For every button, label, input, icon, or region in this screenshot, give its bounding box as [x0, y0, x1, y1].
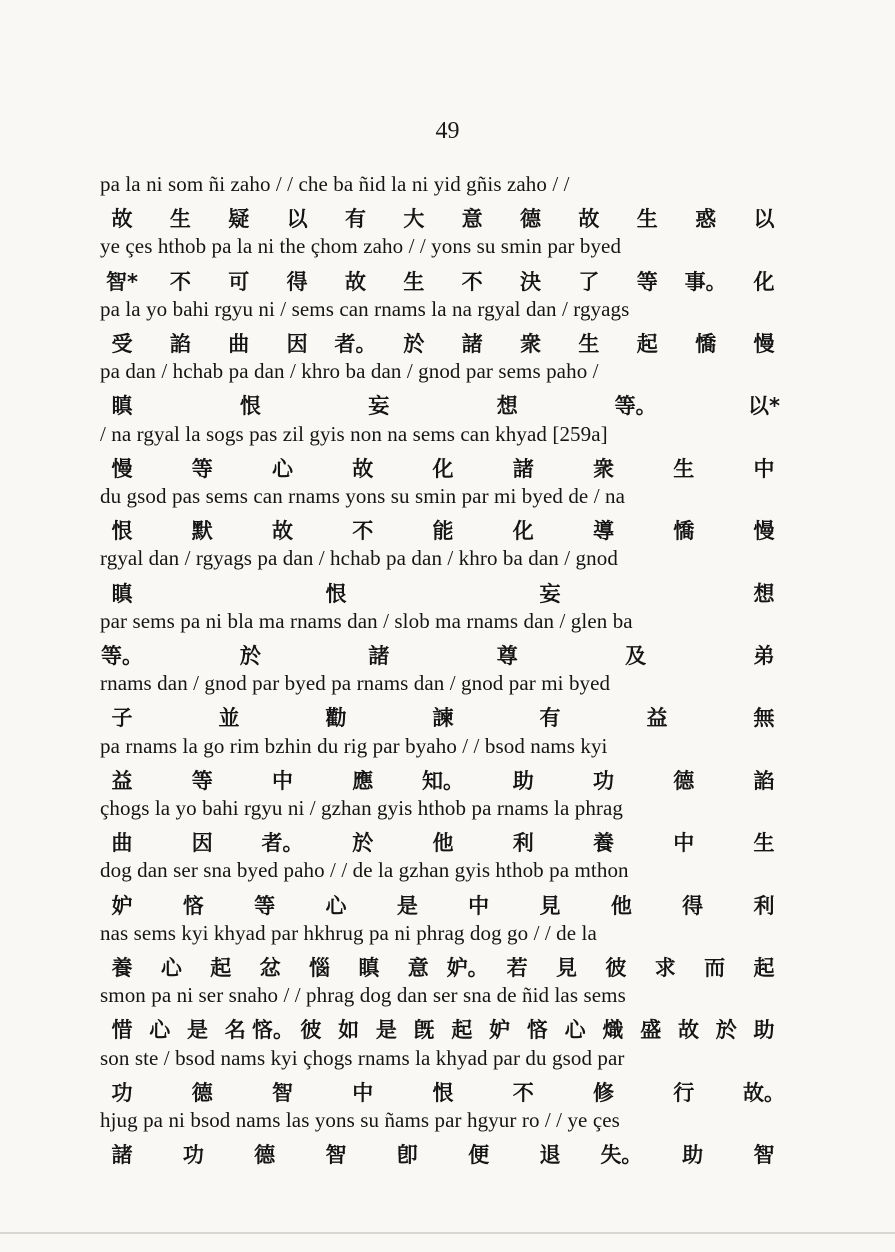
chinese-char: 盛 — [640, 1018, 662, 1043]
chinese-char: 應 — [352, 768, 374, 793]
chinese-char: 不 — [352, 519, 374, 544]
transliteration-line: son ste / bsod nams kyi çhogs rnams la khyad par du gsod par — [100, 1045, 625, 1070]
chinese-char: 想 — [753, 581, 775, 606]
chinese-char: 中 — [272, 768, 293, 793]
chinese-char: 子 — [111, 706, 133, 731]
chinese-char: 功 — [182, 1143, 204, 1168]
chinese-char: 若 — [506, 956, 528, 980]
chinese-char: 可 — [228, 269, 250, 294]
transliteration-line: pa la ni som ñi zaho / / che ba ñid la ni yid gñis zaho / / — [100, 172, 570, 196]
chinese-char: 諂 — [169, 332, 191, 356]
chinese-char: 退 — [539, 1143, 561, 1168]
chinese-char: 生 — [578, 332, 600, 356]
transliteration-line: smon pa ni ser snaho / / phrag dog dan ser sna de ñid las sems — [100, 983, 626, 1008]
chinese-char: 養 — [111, 956, 133, 980]
chinese-char: 故 — [677, 1018, 699, 1043]
chinese-char: 起 — [451, 1018, 473, 1043]
chinese-char: 於 — [403, 332, 425, 356]
chinese-char: 中 — [352, 1080, 374, 1105]
transliteration-line: pa rnams la go rim bzhin du rig par byaho / / bsod nams kyi — [100, 733, 608, 758]
chinese-char: 於 — [715, 1018, 737, 1043]
chinese-char: 勸 — [325, 706, 347, 731]
chinese-char: 利 — [512, 831, 534, 856]
chinese-char: 妄 — [368, 394, 390, 419]
chinese-line — [100, 640, 775, 670]
chinese-char: 起 — [753, 956, 775, 980]
chinese-char: 瞋 — [111, 581, 133, 606]
chinese-char: 他 — [432, 831, 454, 856]
chinese-char: 智 — [272, 1080, 293, 1105]
chinese-char: 惱 — [309, 956, 331, 980]
chinese-char: 故 — [111, 207, 133, 232]
chinese-char: 事。 — [684, 269, 727, 294]
chinese-char: 名 — [224, 1018, 246, 1043]
chinese-char: 起 — [636, 332, 658, 356]
chinese-char: 妒。 — [446, 956, 489, 980]
chinese-char: 得 — [286, 269, 308, 294]
chinese-char: 化 — [512, 519, 534, 544]
chinese-char: 見 — [539, 893, 561, 918]
chinese-char: 便 — [468, 1143, 490, 1168]
chinese-char: 德 — [520, 207, 542, 232]
transliteration-line: rgyal dan / rgyags pa dan / hchab pa dan / khro ba dan / gnod — [100, 546, 618, 571]
chinese-char: 利 — [753, 893, 775, 918]
chinese-char: 悋。 — [252, 1018, 295, 1043]
chinese-char: 無 — [753, 706, 775, 731]
chinese-line — [100, 578, 775, 608]
chinese-line — [100, 1014, 775, 1044]
chinese-char: 故 — [352, 456, 374, 481]
chinese-char: 中 — [753, 456, 775, 481]
chinese-char: 功 — [111, 1080, 133, 1105]
chinese-char: 求 — [654, 956, 676, 980]
chinese-char: 修 — [593, 1080, 614, 1105]
chinese-char: 有 — [539, 706, 561, 731]
chinese-char: 恨 — [325, 581, 347, 606]
chinese-char: 以* — [748, 394, 780, 419]
chinese-char: 意 — [461, 207, 483, 232]
page-number: 49 — [435, 118, 460, 144]
chinese-char: 恨 — [432, 1080, 454, 1105]
chinese-line — [100, 952, 775, 982]
chinese-line — [100, 702, 775, 732]
chinese-char: 悋 — [526, 1018, 548, 1043]
chinese-char: 等。 — [101, 644, 143, 668]
transliteration-line: pa dan / hchab pa dan / khro ba dan / gnod par sems paho / — [100, 359, 599, 384]
chinese-char: 生 — [636, 207, 658, 232]
chinese-char: 衆 — [520, 332, 542, 356]
chinese-char: 以 — [286, 207, 308, 232]
chinese-char: 因 — [286, 332, 308, 356]
chinese-char: 有 — [344, 207, 366, 232]
transliteration-line: pa la yo bahi rgyu ni / sems can rnams la na rgyal dan / rgyags — [100, 296, 630, 321]
chinese-line — [100, 765, 775, 795]
chinese-char: 卽 — [396, 1143, 418, 1168]
chinese-char: 能 — [432, 519, 454, 544]
chinese-char: 慢 — [753, 332, 775, 356]
chinese-line — [100, 890, 775, 920]
chinese-line — [100, 390, 780, 420]
chinese-char: 智* — [106, 269, 138, 294]
chinese-char: 諸 — [111, 1143, 133, 1168]
chinese-char: 如 — [338, 1018, 360, 1043]
chinese-char: 不 — [512, 1080, 534, 1105]
chinese-line — [100, 453, 775, 483]
chinese-char: 惜 — [111, 1018, 133, 1043]
chinese-char: 助 — [682, 1143, 704, 1168]
chinese-char: 見 — [555, 956, 577, 980]
chinese-char: 大 — [403, 207, 425, 232]
chinese-line — [100, 515, 775, 545]
chinese-char: 諸 — [368, 644, 390, 668]
transliteration-line: rnams dan / gnod par byed pa rnams dan / gnod par mi byed — [100, 671, 611, 696]
chinese-char: 化 — [432, 456, 454, 481]
chinese-char: 故。 — [743, 1080, 785, 1105]
chinese-char: 得 — [682, 893, 704, 918]
chinese-char: 心 — [160, 956, 182, 980]
chinese-char: 故 — [344, 269, 366, 294]
chinese-char: 諸 — [512, 456, 534, 481]
chinese-char: 因 — [191, 831, 213, 856]
transliteration-line: du gsod pas sems can rnams yons su smin par mi byed de / na — [100, 484, 625, 508]
chinese-char: 意 — [407, 956, 429, 980]
chinese-char: 生 — [403, 269, 425, 294]
transliteration-line: dog dan ser sna byed paho / / de la gzhan gyis hthob pa mthon — [100, 858, 629, 883]
transliteration-line: çhogs la yo bahi rgyu ni / gzhan gyis hthob pa rnams la phrag — [100, 796, 624, 820]
chinese-char: 等 — [636, 269, 658, 294]
chinese-char: 者。 — [261, 831, 304, 856]
chinese-char: 曲 — [228, 332, 250, 356]
chinese-char: 他 — [610, 893, 632, 918]
chinese-line — [100, 1077, 785, 1107]
transliteration-line: nas sems kyi khyad par hkhrug pa ni phrag dog go / / de la — [100, 920, 597, 945]
chinese-char: 旣 — [413, 1018, 435, 1043]
chinese-char: 中 — [673, 831, 695, 856]
chinese-char: 以 — [753, 207, 775, 232]
chinese-char: 等 — [254, 893, 276, 918]
chinese-char: 助 — [753, 1018, 775, 1043]
chinese-char: 慢 — [753, 519, 775, 544]
chinese-char: 諫 — [432, 706, 454, 731]
chinese-char: 等 — [191, 768, 213, 793]
chinese-char: 而 — [704, 956, 726, 980]
chinese-char: 及 — [625, 644, 647, 668]
chinese-char: 曲 — [111, 831, 133, 856]
transliteration-line: par sems pa ni bla ma rnams dan / slob ma rnams dan / glen ba — [100, 608, 633, 633]
chinese-line — [100, 203, 775, 233]
bottom-edge — [0, 1232, 895, 1234]
chinese-char: 妒 — [111, 893, 133, 918]
transliteration-line: hjug pa ni bsod nams las yons su ñams par hgyur ro / / ye çes — [100, 1108, 620, 1132]
chinese-char: 起 — [210, 956, 232, 980]
chinese-char: 智 — [753, 1143, 775, 1168]
chinese-char: 益 — [111, 768, 133, 793]
chinese-char: 益 — [646, 706, 668, 731]
chinese-char: 中 — [468, 893, 490, 918]
chinese-line — [100, 266, 775, 296]
chinese-char: 生 — [673, 456, 695, 481]
chinese-char: 彼 — [605, 956, 627, 980]
chinese-char: 故 — [272, 519, 293, 544]
chinese-char: 想 — [496, 394, 518, 419]
chinese-char: 妄 — [539, 581, 561, 606]
chinese-char: 心 — [564, 1018, 586, 1043]
chinese-char: 憍 — [695, 332, 717, 356]
chinese-char: 德 — [254, 1143, 276, 1168]
chinese-char: 忿 — [259, 956, 281, 980]
chinese-char: 悋 — [182, 893, 204, 918]
chinese-char: 智 — [325, 1143, 347, 1168]
chinese-char: 並 — [218, 706, 240, 731]
chinese-char: 衆 — [593, 456, 614, 481]
chinese-char: 惑 — [695, 207, 717, 232]
chinese-char: 於 — [239, 644, 261, 668]
chinese-char: 疑 — [228, 207, 250, 232]
chinese-char: 不 — [461, 269, 483, 294]
chinese-char: 受 — [111, 332, 133, 356]
transliteration-line: / na rgyal la sogs pas zil gyis non na sems can khyad [259a] — [100, 421, 608, 446]
chinese-char: 失。 — [600, 1143, 643, 1168]
chinese-char: 不 — [169, 269, 191, 294]
chinese-char: 功 — [593, 768, 614, 793]
chinese-char: 心 — [272, 456, 293, 481]
chinese-char: 瞋 — [358, 956, 380, 980]
chinese-char: 助 — [512, 768, 534, 793]
chinese-char: 尊 — [496, 644, 518, 668]
chinese-line — [100, 1139, 775, 1169]
chinese-char: 等。 — [614, 394, 657, 419]
chinese-char: 諸 — [461, 332, 483, 356]
chinese-char: 等 — [191, 456, 213, 481]
chinese-char: 德 — [191, 1080, 213, 1105]
chinese-char: 心 — [325, 893, 347, 918]
chinese-char: 慢 — [111, 456, 133, 481]
chinese-char: 知。 — [422, 768, 464, 793]
transliteration-line: ye çes hthob pa la ni the çhom zaho / / yons su smin par byed — [100, 234, 622, 259]
chinese-char: 彼 — [300, 1018, 322, 1043]
chinese-char: 生 — [753, 831, 775, 856]
chinese-char: 憍 — [673, 519, 695, 544]
chinese-char: 生 — [169, 207, 191, 232]
chinese-char: 諂 — [753, 768, 775, 793]
chinese-char: 了 — [578, 269, 600, 294]
chinese-char: 恨 — [111, 519, 133, 544]
chinese-char: 是 — [396, 893, 418, 918]
chinese-char: 養 — [593, 831, 614, 856]
chinese-char: 是 — [187, 1018, 209, 1043]
chinese-char: 瞋 — [111, 394, 133, 419]
chinese-char: 妒 — [489, 1018, 511, 1043]
chinese-char: 弟 — [753, 644, 775, 668]
chinese-char: 導 — [593, 519, 614, 544]
chinese-char: 熾 — [602, 1018, 624, 1043]
chinese-line — [100, 328, 775, 358]
chinese-char: 故 — [578, 207, 600, 232]
chinese-line — [100, 827, 775, 857]
chinese-char: 於 — [352, 831, 374, 856]
chinese-char: 者。 — [334, 332, 377, 356]
chinese-char: 行 — [673, 1080, 695, 1105]
chinese-char: 決 — [520, 269, 542, 294]
chinese-char: 默 — [191, 519, 213, 544]
chinese-char: 德 — [673, 768, 695, 793]
chinese-char: 是 — [375, 1018, 397, 1043]
chinese-char: 心 — [149, 1018, 171, 1043]
chinese-char: 化 — [753, 269, 775, 294]
chinese-char: 恨 — [239, 394, 261, 419]
